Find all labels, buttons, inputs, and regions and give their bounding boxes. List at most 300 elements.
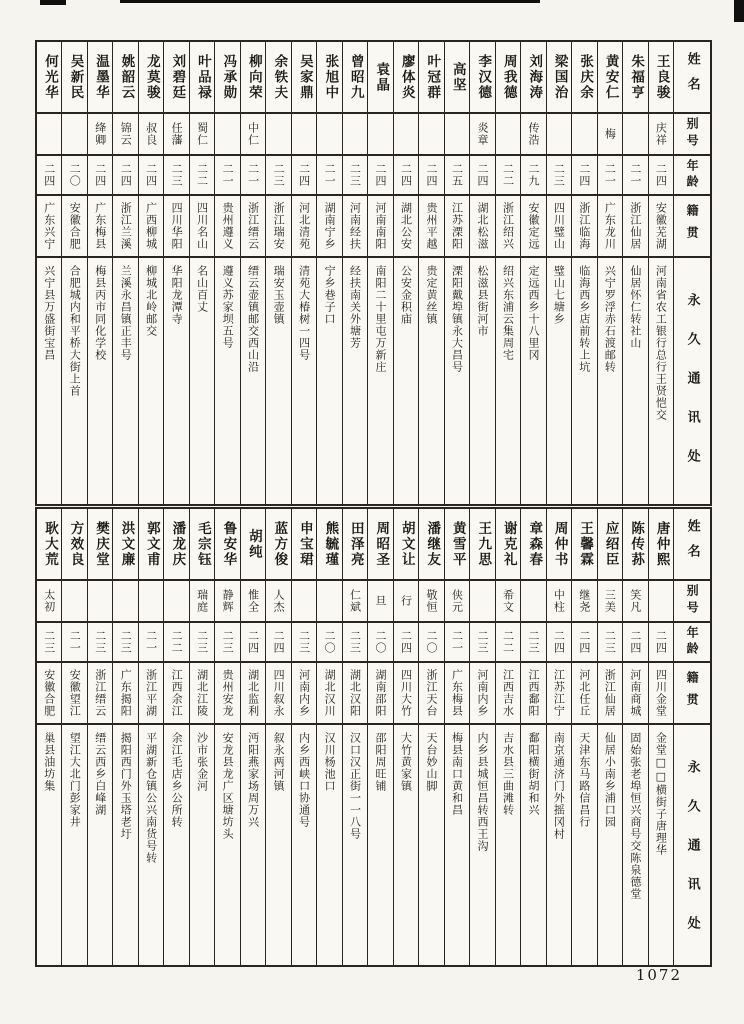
address-text: 梅县丙市同化学校 — [93, 265, 107, 361]
name-cell — [190, 42, 214, 112]
address-cell — [88, 723, 112, 965]
alias-cell — [113, 579, 137, 621]
alias-cell — [113, 112, 137, 154]
age-text: 二三 — [42, 630, 56, 654]
name-cell — [266, 42, 290, 112]
origin-cell — [343, 661, 367, 723]
name-text: 柳向荣 — [245, 53, 262, 101]
person-column — [189, 42, 214, 504]
age-cell — [343, 621, 367, 661]
header-age-label: 年龄 — [685, 626, 700, 658]
alias-cell — [445, 112, 469, 154]
address-text: 溧阳戴埠镇永大昌号 — [450, 265, 464, 373]
person-column — [469, 42, 494, 504]
person-column — [138, 42, 163, 504]
age-cell — [37, 154, 61, 194]
age-cell — [598, 621, 622, 661]
origin-cell — [419, 194, 443, 256]
header-origin-label: 籍贯 — [685, 671, 700, 715]
name-text: 谢克礼 — [500, 520, 517, 568]
alias-cell — [215, 112, 239, 154]
address-text: 公安金积庙 — [399, 265, 413, 325]
alias-cell — [572, 112, 596, 154]
origin-text: 四川金堂 — [654, 669, 668, 717]
header-name — [674, 509, 710, 579]
alias-cell — [190, 579, 214, 621]
person-column — [622, 509, 647, 965]
person-column — [367, 42, 392, 504]
age-cell — [317, 154, 341, 194]
origin-text: 浙江天台 — [425, 669, 438, 717]
name-cell — [292, 509, 316, 579]
origin-text: 湖北监利 — [246, 669, 260, 717]
address-text: 汉川杨池口 — [323, 732, 337, 792]
origin-text: 湖北汉阳 — [348, 669, 362, 717]
name-text: 潘继友 — [424, 520, 441, 568]
origin-cell — [241, 194, 265, 256]
age-cell — [521, 154, 545, 194]
header-alias-label: 别号 — [685, 117, 700, 151]
address-cell — [241, 723, 265, 965]
alias-cell — [394, 579, 418, 621]
name-text: 耿大荒 — [41, 520, 58, 568]
alias-text: 太初 — [42, 589, 56, 613]
origin-text: 河北清苑 — [297, 202, 311, 250]
name-text: 蓝方俊 — [271, 520, 288, 568]
name-text: 唐仲熙 — [653, 520, 670, 568]
address-cell — [598, 723, 622, 965]
header-origin-label: 籍贯 — [685, 204, 700, 248]
alias-cell — [419, 112, 443, 154]
name-cell — [445, 42, 469, 112]
name-text: 张庆余 — [577, 53, 594, 101]
age-cell — [470, 154, 494, 194]
origin-cell — [572, 661, 596, 723]
name-text: 胡纯 — [245, 528, 262, 560]
name-cell — [368, 509, 392, 579]
alias-cell — [572, 579, 596, 621]
header-name-label: 姓名 — [684, 52, 700, 102]
age-text: 二一 — [246, 163, 260, 187]
origin-text: 浙江瑞安 — [272, 202, 286, 250]
person-column — [648, 509, 673, 965]
alias-text: 仁斌 — [348, 589, 362, 613]
alias-cell — [368, 579, 392, 621]
address-text: 南阳二十里屯万新庄 — [374, 265, 388, 373]
origin-text: 江西吉水 — [501, 669, 515, 717]
address-text: 清苑大椿树一四号 — [297, 265, 311, 361]
age-cell — [37, 621, 61, 661]
origin-cell — [521, 194, 545, 256]
alias-cell — [496, 579, 520, 621]
name-cell — [598, 509, 622, 579]
name-text: 黄雪平 — [449, 520, 466, 568]
address-cell — [419, 256, 443, 504]
age-text: 二三 — [526, 630, 540, 654]
address-text: 璧山七塘乡 — [552, 265, 566, 325]
name-cell — [190, 509, 214, 579]
age-text: 二四 — [577, 163, 591, 187]
name-text: 叶冠群 — [424, 53, 441, 101]
address-cell — [37, 256, 61, 504]
origin-cell — [623, 661, 647, 723]
address-cell — [470, 723, 494, 965]
age-text: 二四 — [374, 163, 388, 187]
header-alias — [674, 112, 710, 154]
person-column — [265, 42, 290, 504]
origin-cell — [139, 194, 163, 256]
person-column — [138, 509, 163, 965]
alias-cell — [598, 579, 622, 621]
address-text: 汉口汉正街一一八号 — [348, 732, 362, 840]
origin-cell — [598, 194, 622, 256]
alias-cell — [623, 112, 647, 154]
age-cell — [190, 621, 214, 661]
origin-cell — [572, 194, 596, 256]
alias-cell — [241, 579, 265, 621]
origin-text: 浙江兰溪 — [119, 202, 133, 250]
alias-cell — [445, 579, 469, 621]
origin-text: 广东龙川 — [603, 202, 617, 250]
address-cell — [88, 256, 112, 504]
address-cell — [62, 723, 86, 965]
age-text: 二四 — [475, 163, 489, 187]
alias-cell — [37, 112, 61, 154]
person-column — [189, 509, 214, 965]
origin-cell — [649, 661, 673, 723]
origin-cell — [496, 194, 520, 256]
address-text: 兴宁罗浮赤石渡邮转 — [603, 265, 617, 373]
alias-text: 继尧 — [577, 589, 591, 613]
person-column — [393, 509, 418, 965]
alias-cell — [521, 112, 545, 154]
origin-cell — [368, 194, 392, 256]
address-cell — [215, 256, 239, 504]
name-text: 张旭中 — [322, 53, 339, 101]
age-cell — [164, 154, 188, 194]
address-text: 贵定黄丝镇 — [425, 265, 438, 325]
age-cell — [521, 621, 545, 661]
age-text: 二〇 — [425, 630, 438, 654]
alias-text: 敬恒 — [425, 589, 438, 613]
person-column — [342, 42, 367, 504]
person-column — [112, 509, 137, 965]
name-cell — [164, 509, 188, 579]
age-text: 二三 — [221, 630, 235, 654]
address-text: 巢县油坊集 — [42, 732, 56, 792]
person-column — [87, 509, 112, 965]
age-text: 二〇 — [323, 630, 337, 654]
age-cell — [572, 621, 596, 661]
origin-cell — [164, 661, 188, 723]
origin-cell — [521, 661, 545, 723]
alias-text: 希文 — [501, 589, 515, 613]
address-cell — [547, 256, 571, 504]
origin-text: 安徽合肥 — [68, 202, 82, 250]
age-text: 二三 — [272, 163, 286, 187]
alias-cell — [470, 112, 494, 154]
alias-cell — [496, 112, 520, 154]
age-text: 二四 — [552, 630, 566, 654]
person-column — [342, 509, 367, 965]
origin-cell — [164, 194, 188, 256]
header-address-label: 永久通讯处 — [684, 760, 700, 955]
age-cell — [113, 154, 137, 194]
name-cell — [547, 42, 571, 112]
origin-text: 四川大竹 — [399, 669, 413, 717]
address-cell — [266, 723, 290, 965]
address-text: 缙云壶镇邮交西山沿 — [246, 265, 260, 373]
address-text: 名山百丈 — [195, 265, 209, 313]
name-text: 申宝珺 — [296, 520, 313, 568]
alias-text: 侠元 — [450, 589, 464, 613]
age-cell — [113, 621, 137, 661]
address-text: 天津东马路信昌行 — [577, 732, 591, 828]
person-column — [61, 509, 86, 965]
age-text: 二〇 — [374, 630, 388, 654]
origin-cell — [88, 194, 112, 256]
alias-cell — [419, 579, 443, 621]
origin-cell — [368, 661, 392, 723]
alias-text: 绛卿 — [93, 122, 107, 146]
age-text: 二四 — [93, 163, 107, 187]
address-cell — [368, 256, 392, 504]
header-alias-label: 别号 — [685, 584, 700, 618]
alias-text: 传浩 — [526, 122, 540, 146]
address-cell — [139, 256, 163, 504]
origin-cell — [317, 661, 341, 723]
origin-text: 湖北江陵 — [195, 669, 209, 717]
age-text: 二四 — [399, 163, 413, 187]
age-text: 二四 — [246, 630, 260, 654]
person-column — [520, 42, 545, 504]
alias-text: 静辉 — [221, 589, 235, 613]
name-cell — [317, 509, 341, 579]
age-text: 二三 — [170, 163, 184, 187]
address-text: 望江大北门彭家井 — [68, 732, 82, 828]
age-cell — [368, 621, 392, 661]
origin-text: 四川璧山 — [552, 202, 566, 250]
person-column — [214, 509, 239, 965]
name-cell — [164, 42, 188, 112]
address-cell — [317, 723, 341, 965]
name-text: 鲁安华 — [220, 520, 237, 568]
age-text: 二四 — [628, 630, 642, 654]
age-text: 二三 — [195, 630, 209, 654]
address-text: 绍兴东浦云集周宅 — [501, 265, 515, 361]
person-column — [240, 42, 265, 504]
page-number: 1072 — [635, 966, 682, 984]
name-text: 黄安仁 — [602, 53, 619, 101]
age-text: 二四 — [654, 163, 668, 187]
alias-text: 锦云 — [119, 122, 133, 146]
alias-cell — [37, 579, 61, 621]
name-cell — [649, 509, 673, 579]
address-cell — [343, 723, 367, 965]
age-cell — [215, 154, 239, 194]
origin-text: 浙江仙居 — [603, 669, 617, 717]
origin-cell — [215, 194, 239, 256]
age-text: 二一 — [323, 163, 337, 187]
name-text: 叶品禄 — [194, 53, 211, 101]
age-text: 二三 — [93, 630, 107, 654]
alias-cell — [164, 112, 188, 154]
name-cell — [623, 42, 647, 112]
address-cell — [598, 256, 622, 504]
name-text: 刘碧廷 — [169, 53, 186, 101]
age-text: 二二 — [501, 630, 515, 654]
directory-table-bottom — [35, 507, 712, 967]
person-column — [61, 42, 86, 504]
age-cell — [88, 621, 112, 661]
age-cell — [292, 154, 316, 194]
alias-text: 任藩 — [170, 122, 184, 146]
origin-cell — [470, 661, 494, 723]
name-text: 曾昭九 — [347, 53, 364, 101]
age-cell — [139, 154, 163, 194]
address-cell — [215, 723, 239, 965]
name-text: 方效良 — [67, 520, 84, 568]
name-cell — [598, 42, 622, 112]
person-column — [393, 42, 418, 504]
age-text: 二一 — [450, 630, 464, 654]
name-text: 龙莫骏 — [143, 53, 160, 101]
address-cell — [343, 256, 367, 504]
origin-cell — [37, 661, 61, 723]
address-text: 兴宁县万盛街宝昌 — [42, 265, 56, 361]
origin-text: 河北任丘 — [577, 669, 591, 717]
address-text: 叙永两河镇 — [272, 732, 286, 792]
age-cell — [139, 621, 163, 661]
name-cell — [88, 509, 112, 579]
origin-text: 四川名山 — [195, 202, 209, 250]
name-cell — [241, 509, 265, 579]
address-cell — [496, 256, 520, 504]
name-text: 吴家鼎 — [296, 53, 313, 101]
origin-text: 河南商城 — [628, 669, 642, 717]
origin-cell — [113, 661, 137, 723]
name-text: 梁国治 — [551, 53, 568, 101]
address-text: 平湖新仓镇公兴南货号转 — [144, 732, 158, 864]
name-cell — [215, 42, 239, 112]
origin-text: 浙江缙云 — [93, 669, 107, 717]
address-cell — [164, 256, 188, 504]
origin-text: 湖北公安 — [399, 202, 413, 250]
origin-cell — [190, 661, 214, 723]
origin-cell — [292, 661, 316, 723]
person-column — [495, 509, 520, 965]
address-text: 吉水县三曲滩转 — [501, 732, 515, 816]
name-text: 郭文甫 — [143, 520, 160, 568]
header-origin — [674, 661, 710, 723]
origin-cell — [266, 194, 290, 256]
age-text: 二一 — [603, 163, 617, 187]
name-cell — [368, 42, 392, 112]
origin-cell — [547, 661, 571, 723]
alias-cell — [368, 112, 392, 154]
age-cell — [190, 154, 214, 194]
age-text: 二三 — [297, 630, 311, 654]
address-text: 南京通济门外摇冈村 — [552, 732, 566, 840]
address-text: 兰溪永昌镇正丰号 — [119, 265, 133, 361]
scan-smudge-top — [120, 0, 540, 3]
origin-cell — [266, 661, 290, 723]
name-text: 洪文廉 — [118, 520, 135, 568]
alias-cell — [62, 579, 86, 621]
origin-cell — [598, 661, 622, 723]
name-text: 袁晶 — [373, 61, 390, 93]
origin-cell — [445, 194, 469, 256]
alias-text: 炎章 — [475, 122, 489, 146]
name-text: 周昭圣 — [373, 520, 390, 568]
address-text: 内乡西峡口协通号 — [297, 732, 311, 828]
address-cell — [547, 723, 571, 965]
address-cell — [572, 723, 596, 965]
name-cell — [37, 42, 61, 112]
name-text: 廖体炎 — [398, 53, 415, 101]
origin-text: 湖北松滋 — [475, 202, 489, 250]
name-text: 冯承勋 — [220, 53, 237, 101]
age-cell — [445, 621, 469, 661]
address-text: 邵阳周旺铺 — [374, 732, 388, 792]
address-cell — [190, 256, 214, 504]
origin-cell — [37, 194, 61, 256]
name-cell — [343, 509, 367, 579]
name-cell — [572, 509, 596, 579]
address-text: 遵义苏家坝五号 — [221, 265, 235, 349]
origin-text: 安徽芜湖 — [654, 202, 668, 250]
person-column — [291, 509, 316, 965]
name-text: 刘海涛 — [526, 53, 543, 101]
address-text: 华阳龙潭寺 — [170, 265, 184, 325]
directory-table-top — [35, 40, 712, 506]
header-age — [674, 621, 710, 661]
person-column — [546, 509, 571, 965]
alias-cell — [547, 579, 571, 621]
address-text: 河南省农工银行总行王贤恺交 — [654, 265, 668, 421]
name-text: 朱福亨 — [628, 53, 645, 101]
address-cell — [394, 723, 418, 965]
page-sheet — [35, 40, 712, 967]
origin-text: 安徽定远 — [526, 202, 540, 250]
header-age — [674, 154, 710, 194]
address-cell — [521, 723, 545, 965]
origin-cell — [88, 661, 112, 723]
address-text: 天台妙山脚 — [425, 732, 438, 792]
person-column — [520, 509, 545, 965]
origin-text: 广东揭阳 — [119, 669, 133, 717]
name-text: 田泽亮 — [347, 520, 364, 568]
age-text: 二四 — [577, 630, 591, 654]
origin-cell — [470, 194, 494, 256]
scan-smudge-top-left — [40, 0, 66, 5]
name-cell — [139, 509, 163, 579]
address-text: 仙居怀仁转社山 — [628, 265, 642, 349]
alias-cell — [88, 579, 112, 621]
alias-cell — [241, 112, 265, 154]
origin-text: 安徽合肥 — [42, 669, 56, 717]
origin-text: 浙江缙云 — [246, 202, 260, 250]
origin-text: 湖南邵阳 — [374, 669, 388, 717]
address-text: 余江毛店乡公所转 — [170, 732, 184, 828]
origin-text: 贵州平越 — [425, 202, 438, 250]
origin-cell — [139, 661, 163, 723]
age-cell — [241, 621, 265, 661]
origin-cell — [496, 661, 520, 723]
alias-cell — [317, 112, 341, 154]
origin-text: 河南南阳 — [374, 202, 388, 250]
name-text: 吴新民 — [67, 53, 84, 101]
